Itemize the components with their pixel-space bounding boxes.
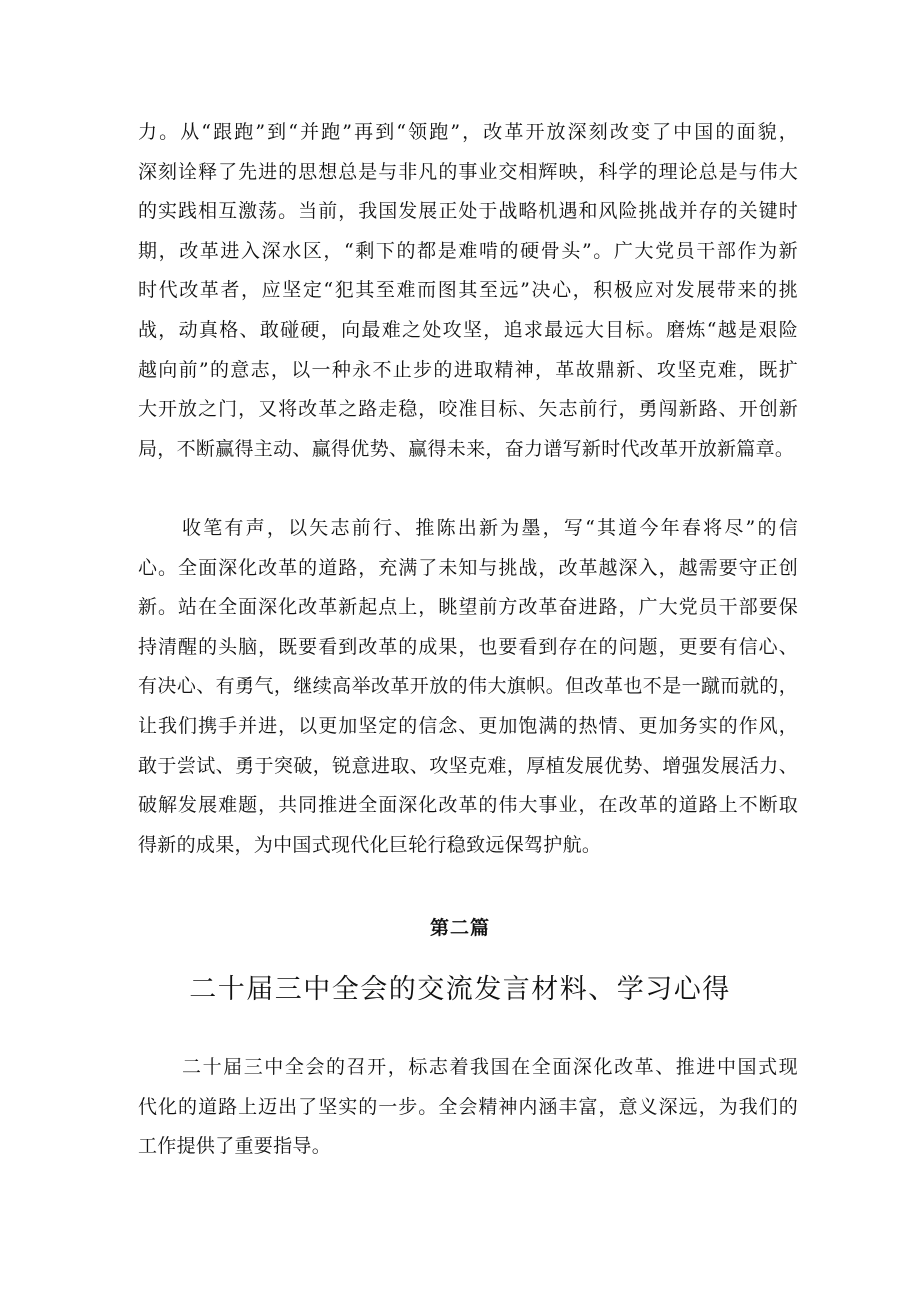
paragraph-3-line: 二十届三中全会的召开，标志着我国在全面深化改革、推进中国式现 [182, 1056, 798, 1078]
paragraph-2-line: 收笔有声，以矢志前行、推陈出新为墨，写“其道今年春将尽”的信 [182, 517, 798, 539]
paragraph-1-line: 时代改革者，应坚定“犯其至难而图其至远”决心，积极应对发展带来的挑 [138, 279, 798, 302]
paragraph-1-line: 越向前”的意志，以一种永不止步的进取精神，革故鼎新、攻坚克难，既扩 [138, 358, 798, 381]
paragraph-1-line: 局，不断赢得主动、赢得优势、赢得未来，奋力谱写新时代改革开放新篇章。 [138, 437, 795, 460]
section-label: 第二篇 [429, 917, 490, 939]
paragraph-1-line: 战，动真格、敢碰硬，向最难之处攻坚，追求最远大目标。磨炼“越是艰险 [138, 318, 798, 341]
paragraph-2-line: 持清醒的头脑，既要看到改革的成果，也要看到存在的问题，更要有信心、 [138, 635, 798, 658]
paragraph-1-line: 期，改革进入深水区，“剩下的都是难啃的硬骨头”。广大党员干部作为新 [138, 239, 798, 262]
paragraph-2-line: 敢于尝试、勇于突破，锐意进取、攻坚克难，厚植发展优势、增强发展活力、 [138, 754, 798, 777]
paragraph-1-line: 大开放之门，又将改革之路走稳，咬准目标、矢志前行，勇闯新路、开创新 [138, 398, 798, 421]
paragraph-1 [138, 113, 798, 469]
paragraph-1-line: 力。从“跟跑”到“并跑”再到“领跑”，改革开放深刻改变了中国的面貌， [138, 121, 798, 143]
paragraph-2-line: 新。站在全面深化改革新起点上，眺望前方改革奋进路，广大党员干部要保 [138, 596, 798, 619]
paragraph-2-line: 让我们携手并进，以更加坚定的信念、更加饱满的热情、更加务实的作风， [138, 714, 798, 737]
paragraph-1-line: 深刻诠释了先进的思想总是与非凡的事业交相辉映，科学的理论总是与伟大 [138, 160, 798, 183]
paragraph-1-line: 的实践相互激荡。当前，我国发展正处于战略机遇和风险挑战并存的关键时 [138, 200, 798, 223]
paragraph-2-line: 心。全面深化改革的道路，充满了未知与挑战，改革越深入，越需要守正创 [138, 556, 798, 579]
paragraph-2-line: 得新的成果，为中国式现代化巨轮行稳致远保驾护航。 [138, 833, 602, 856]
paragraph-3-line: 代化的道路上迈出了坚实的一步。全会精神内涵丰富，意义深远，为我们的 [138, 1095, 798, 1118]
section-title: 二十届三中全会的交流发言材料、学习心得 [189, 974, 731, 1005]
paragraph-3-line: 工作提供了重要指导。 [138, 1135, 332, 1158]
paragraph-3 [138, 1048, 798, 1167]
paragraph-2 [138, 509, 798, 865]
paragraph-2-line: 破解发展难题，共同推进全面深化改革的伟大事业，在改革的道路上不断取 [138, 794, 798, 817]
paragraph-2-line: 有决心、有勇气，继续高举改革开放的伟大旗帜。但改革也不是一蹴而就的， [138, 675, 798, 698]
